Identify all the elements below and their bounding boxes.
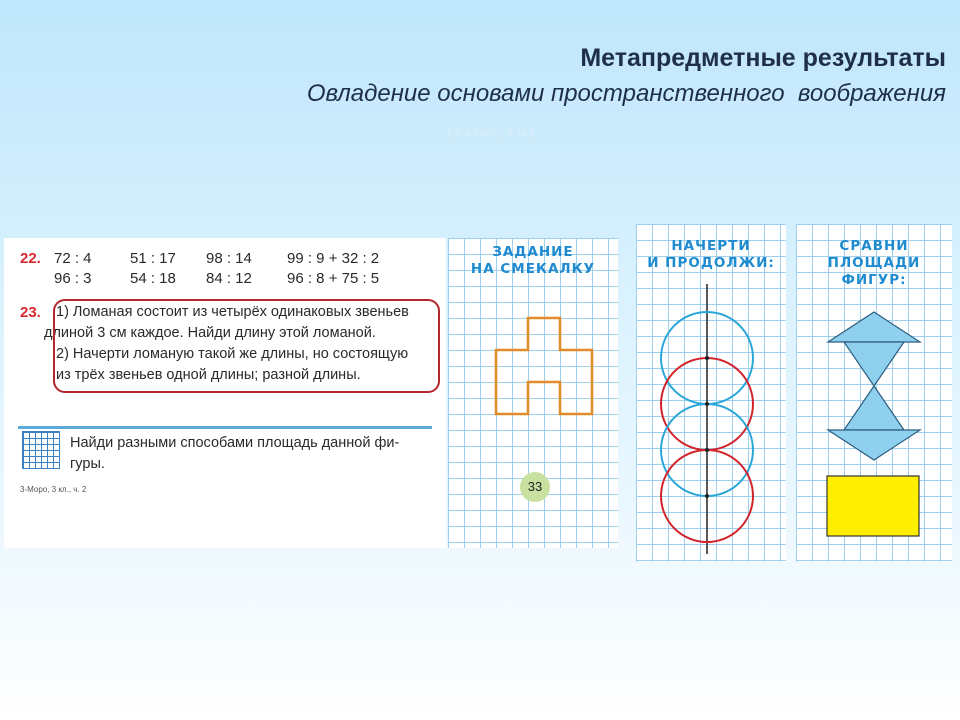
grid-task-icon	[22, 431, 60, 469]
expression: 98 : 14	[206, 250, 252, 267]
axis-point	[705, 402, 709, 406]
task-23-line: из трёх звеньев одной длины; разной длины.	[56, 367, 361, 383]
panel-title-line: НАЧЕРТИ	[671, 238, 751, 254]
panel-nacherti	[636, 224, 786, 562]
panel-title-line: СРАВНИ	[839, 238, 909, 254]
panel-title-line: НА СМЕКАЛКУ	[470, 261, 596, 277]
hourglass-triangle	[844, 342, 904, 386]
page-footnote: 3-Моро, 3 кл., ч. 2	[20, 485, 87, 494]
shapes-figure	[796, 224, 952, 562]
expression: 72 : 4	[54, 250, 92, 267]
panel-sravni	[796, 224, 952, 562]
slide-subtitle: Овладение основами пространственного воображения	[306, 80, 946, 107]
axis-point	[705, 494, 709, 498]
orange-outline-figure	[496, 318, 592, 414]
section-divider	[18, 426, 432, 429]
task-23-number: 23.	[20, 304, 41, 321]
grid-task-line: Найди разными способами площадь данной фи-	[70, 435, 400, 451]
axis-point	[705, 448, 709, 452]
yellow-rectangle	[827, 476, 919, 536]
task-22-number: 22.	[20, 250, 41, 267]
page-number-badge: 33	[520, 472, 550, 502]
circles-figure	[636, 224, 786, 562]
axis-point	[705, 356, 709, 360]
panel-title-line: И ПРОДОЛЖИ:	[647, 255, 775, 271]
expression: 96 : 8 + 75 : 5	[287, 270, 380, 287]
panel-smekalka	[448, 238, 618, 548]
slide-title: Метапредметные результаты	[580, 44, 946, 72]
top-triangle	[828, 312, 920, 342]
bottom-triangle	[828, 430, 920, 460]
grid-task-line: гуры.	[70, 456, 105, 472]
panel-title-line: ЗАДАНИЕ	[492, 244, 574, 260]
expression: 54 : 18	[130, 270, 176, 287]
expression: 84 : 12	[206, 270, 252, 287]
expression: 96 : 3	[54, 270, 92, 287]
panel-title-line: ПЛОЩАДИ	[827, 255, 921, 271]
task-23-line: длиной 3 см каждое. Найди длину этой ломаной.	[44, 325, 376, 341]
task-23-line: 2) Начерти ломаную такой же длины, но состоящую	[56, 346, 409, 362]
highlight-frame	[53, 299, 440, 393]
panel-title-line: ФИГУР:	[841, 272, 907, 288]
hourglass-triangle	[844, 386, 904, 430]
faint-grade-note: (3 класс, 1 ч.)	[448, 124, 535, 140]
expression: 99 : 9 + 32 : 2	[287, 250, 380, 267]
task-23-line: 1) Ломаная состоит из четырёх одинаковых звеньев	[56, 304, 409, 320]
textbook-page-scan	[4, 238, 446, 548]
expression: 51 : 17	[130, 250, 176, 267]
